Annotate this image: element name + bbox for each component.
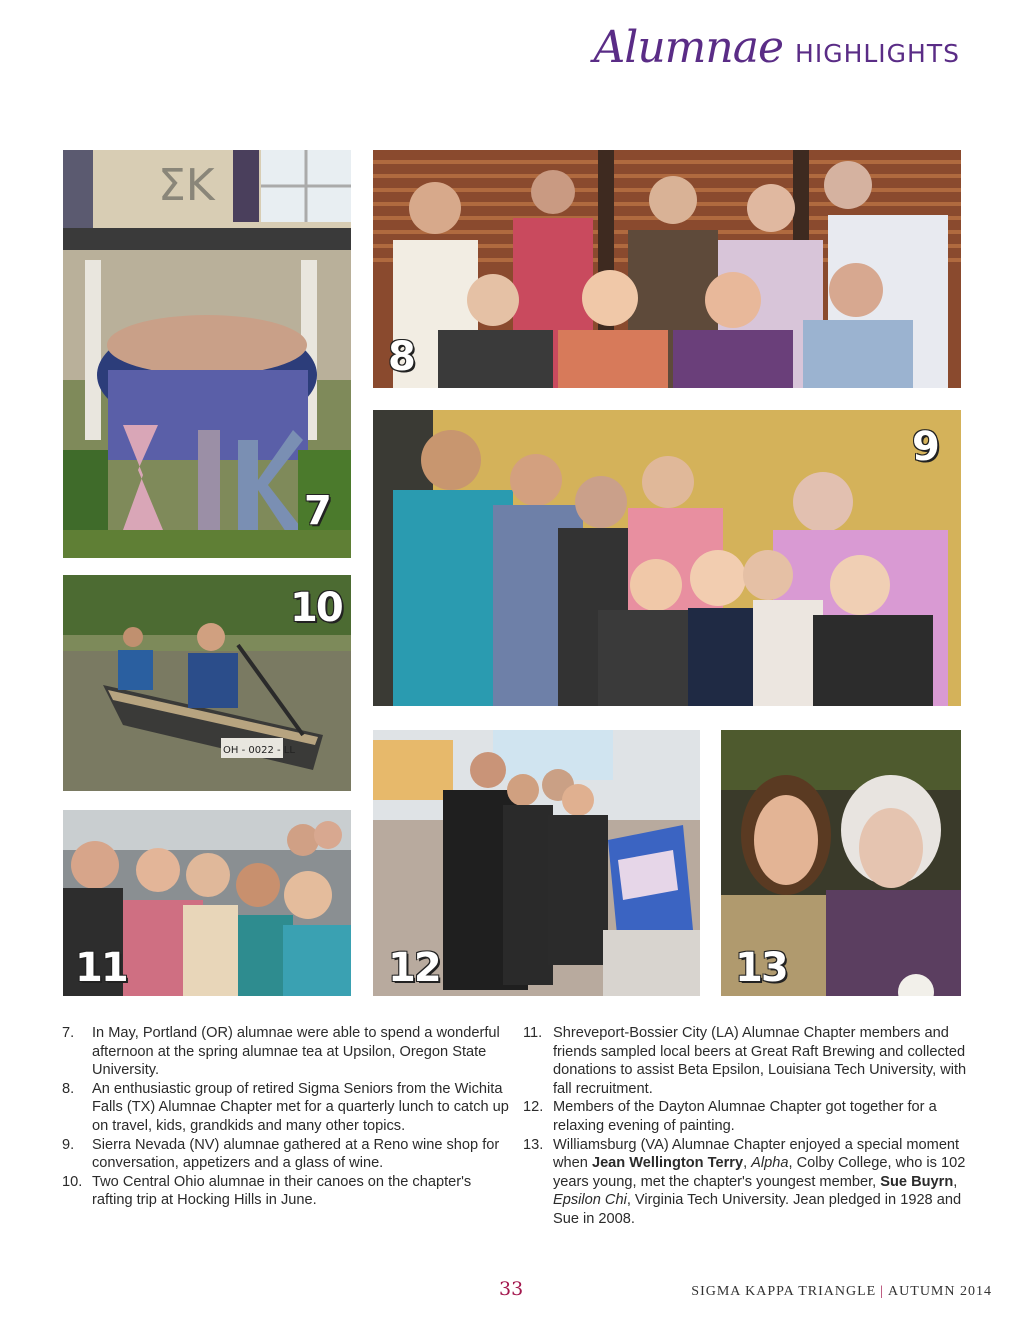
- header-caps-word: HIGHLIGHTS: [795, 39, 960, 68]
- caption-10: 10. Two Central Ohio alumnae in their canoes on the chapter's rafting trip at Hocking Hills in June.: [62, 1173, 472, 1209]
- captions-right: [523, 1024, 968, 1229]
- page-number: 33: [499, 1278, 524, 1300]
- caption-7: 7. In May, Portland (OR) alumnae were able to spend a wonderful afternoon at the spring alumnae tea at Upsilon, Oregon State University.: [62, 1025, 500, 1079]
- caption-12: 12. Members of the Dayton Alumnae Chapter got together for a relaxing evening of painting.: [523, 1099, 937, 1134]
- caption-11: 11. Shreveport-Bossier City (LA) Alumnae Chapter members and friends sampled local beers at Great Raft Brewing and collected donations to assist Beta Epsilon, Louisiana Tech University, with fall recruitment.: [523, 1025, 967, 1097]
- photo-group-window-blinds-icon: [373, 150, 961, 388]
- caption-13: 13. Williamsburg (VA) Alumnae Chapter enjoyed a special moment when Jean Wellington Terry, Alpha, Colby College, who is 102 years young, met the chapter's youngest member, Sue Buyrn, Epsilon Chi, Virginia Tech University. Jean pledged in 1928 and Sue in 2008.: [523, 1136, 966, 1227]
- sign-letters: ΣK: [158, 160, 215, 211]
- section-header: [594, 22, 961, 73]
- canoe-registration: OH - 0022 - LL: [223, 745, 295, 756]
- photo-number-11: 11: [75, 945, 127, 991]
- chapter-name-1: Alpha: [751, 1155, 789, 1172]
- photo-number-8: 8: [388, 334, 414, 380]
- member-name-2: Sue Buyrn: [880, 1173, 954, 1190]
- caption-9: 9. Sierra Nevada (NV) alumnae gathered at a Reno wine shop for conversation, appetizers and a glass of wine.: [62, 1136, 500, 1172]
- photo-number-13: 13: [735, 945, 787, 991]
- member-name-1: Jean Wellington Terry: [591, 1155, 744, 1172]
- publication-footer: SIGMA KAPPA TRIANGLE | AUTUMN 2014: [691, 1284, 992, 1299]
- photo-9: [373, 410, 961, 706]
- photo-number-10: 10: [290, 585, 342, 631]
- chapter-name-2: Epsilon Chi: [553, 1192, 627, 1209]
- photo-wine-shop-group-icon: [373, 410, 961, 706]
- photo-number-9: 9: [912, 424, 938, 470]
- photo-number-7: 7: [304, 488, 330, 534]
- header-script-word: Alumnae: [593, 22, 784, 73]
- captions-left: [62, 1024, 512, 1210]
- photo-8: [373, 150, 961, 388]
- photo-number-12: 12: [388, 945, 440, 991]
- caption-8: 8. An enthusiastic group of retired Sigma Seniors from the Wichita Falls (TX) Alumnae Chapter met for a quarterly lunch to catch up on travel, kids, grandkids and many other topics.: [62, 1080, 509, 1134]
